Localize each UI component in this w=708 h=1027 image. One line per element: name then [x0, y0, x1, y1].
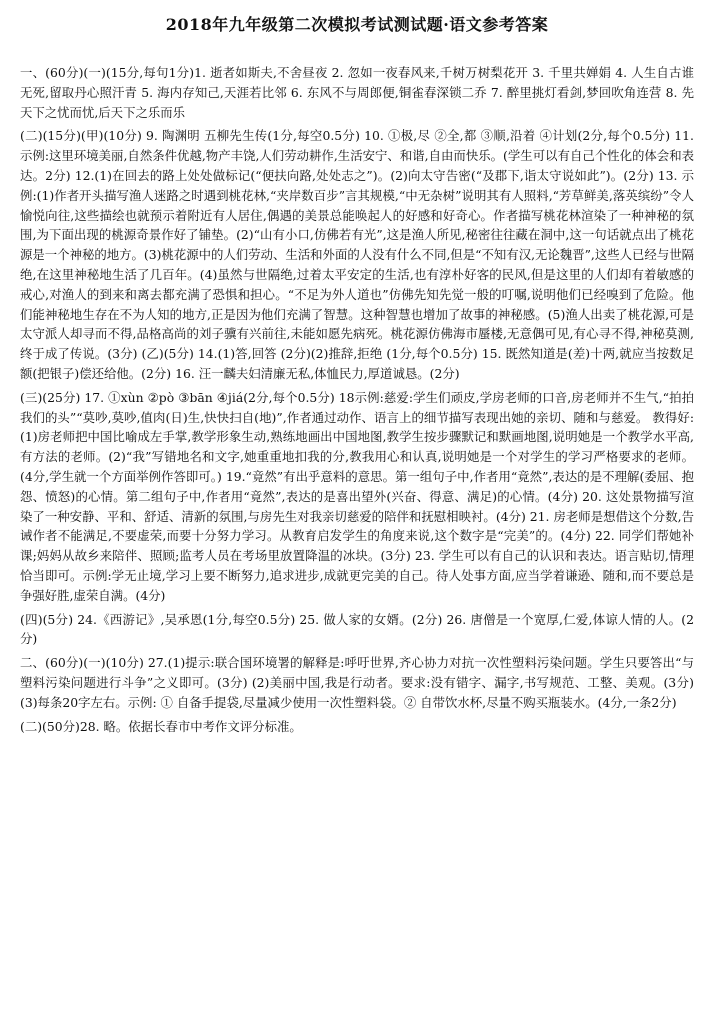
section-6-composition: (二)(50分)28. 略。依据长春市中考作文评分标准。 [20, 718, 302, 734]
section-1-recitation: 一、(60分)(一)(15分,每句1分)1. 逝者如斯夫,不舍昼夜 2. 忽如一夜春风来,千树万树梨花开 3. 千里共婵娟 4. 人生自古谁无死,留取丹心照汗青 5. 海内存知己,天涯若比邻 6. 东风不与周郎便,铜雀春深锁二乔 7. 醉里挑灯看剑,梦回吹角连营 8. 先天下之忧而忧,后天下之乐而乐 [20, 65, 694, 120]
page-title: 2018年九年级第二次模拟考试测试题·语文参考答案 [165, 15, 549, 34]
section-2-classical-reading: (二)(15分)(甲)(10分) 9. 陶渊明 五柳先生传(1分,每空0.5分) 10. ①极,尽 ②全,都 ③顺,沿着 ④计划(2分,每个0.5分) 11. 示例:这里环境美丽,自然条件优越,物产丰饶,人们劳动耕作,生活安宁、和谐,自由而快乐。(学生可以有自己个性化的体会和表达。2分) 12.(1)在回去的路上处处做标记(“便扶向路,处处志之”)。(2)向太守告密(“及郡下,诣太守说如此”)。(2分) 13. 示例:(1)作者开头描写渔人迷路之时遇到桃花林,“夹岸数百步”言其规模,“中无杂树”说明其有人照料,“芳草鲜美,落英缤纷”令人愉悦向往,这些描绘也就预示着附近有人居住,偶遇的美景总能唤起人的好感和好奇心。作者描写桃花林渲染了一种神秘的氛围,为下面出现的桃源奇景作好了铺垫。(2)“山有小口,仿佛若有光”,这是渔人所见,秘密往往藏在洞中,这一句话就点出了桃花源是一个神秘的地方。(3)桃花源中的人们劳动、生活和外面的人没有什么不同,但是“不知有汉,无论魏晋”,这些人已经与世隔绝,在这里神秘地生活了几百年。(4)虽然与世隔绝,过着太平安定的生活,也有淳朴好客的民风,但是这里的人们却有着敏感的戒心,对渔人的到来和离去都充满了恐惧和担心。“不足为外人道也”仿佛先知先觉一般的叮嘱,说明他们已经嗅到了危险。他们能神秘地生存在不为人知的地方,正是因为他们充满了智慧。这种智慧也增加了故事的神秘感。(5)渔人出卖了桃花源,可是太守派人却寻而不得,品格高尚的刘子骥有兴前往,未能如愿先病死。桃花源仿佛海市蜃楼,无意偶可见,有心寻不得,神秘莫测,终于成了传说。(3分) (乙)(5分) 14.(1)答,回答 (2分)(2)推辞,拒绝 (1分,每个0.5分) 15. 既然知道是(差)十两,就应当按数足额(把银子)偿还给他。(2分) 16. 汪一麟夫妇清廉无私,体恤民力,厚道诚恳。(2分) [20, 128, 694, 381]
section-3-modern-reading: (三)(25分) 17. ①xùn ②pò ③bān ④jiá(2分,每个0.5分) 18示例:慈爱:学生们顽皮,学房老师的口音,房老师并不生气,“拍拍我们的头”“莫吵,莫吵,值肉(日)生,快快扫自(地)”,作者通过动作、语言上的细节描写表现出她的亲切、随和与慈爱。 教得好:(1)房老师把中国比喻成左手掌,教学形象生动,熟练地画出中国地图,教学生按步骤默记和默画地图,说明她是一个教学水平高,有方法的老师。(2)“我”写错地名和文字,她重重地扣我的分,教我用心和认真,说明她是一个对学生的学习严格要求的老师。(4分,学生就一个方面举例作答即可。) 19.“竟然”有出乎意料的意思。第一组句子中,作者用“竟然”,表达的是不理解(委屈、抱怨、愤怒)的心情。第二组句子中,作者用“竟然”,表达的是喜出望外(兴奋、得意、满足)的心情。(4分) 20. 这处景物描写渲染了一种安静、平和、舒适、清新的氛围,与房先生对我亲切慈爱的陪伴和抚慰相映衬。(4分) 21. 房老师是想借这个分数,告诫作者不能满足,不要虚荣,而要十分努力学习。从教育启发学生的角度来说,这个数字是“完美”的。(4分) 22. 同学们帮她补课;妈妈从故乡来陪伴、照顾;监考人员在考场里放置降温的冰块。(3分) 23. 学生可以有自己的认识和表达。语言贴切,情理恰当即可。示例:学无止境,学习上要不断努力,追求进步,成就更完美的自己。待人处事方面,应当学着谦逊、随和,而不要总是争强好胜,虚荣自满。(4分) [20, 389, 694, 603]
section-4-classics: (四)(5分) 24.《西游记》,吴承恩(1分,每空0.5分) 25. 做人家的女婿。(2分) 26. 唐僧是一个宽厚,仁爱,体谅人情的人。(2分) [20, 611, 694, 647]
section-5-comprehensive: 二、(60分)(一)(10分) 27.(1)提示:联合国环境署的解释是:呼吁世界,齐心协力对抗一次性塑料污染问题。学生只要答出“与塑料污染问题进行斗争”之义即可。(3分) (2)美丽中国,我是行动者。要求:没有错字、漏字,书写规范、工整、美观。(3分) (3)每条20字左右。示例: ① 自备手提袋,尽量减少使用一次性塑料袋。② 自带饮水杯,尽量不购买瓶装水。(4分,一条2分) [20, 655, 694, 710]
